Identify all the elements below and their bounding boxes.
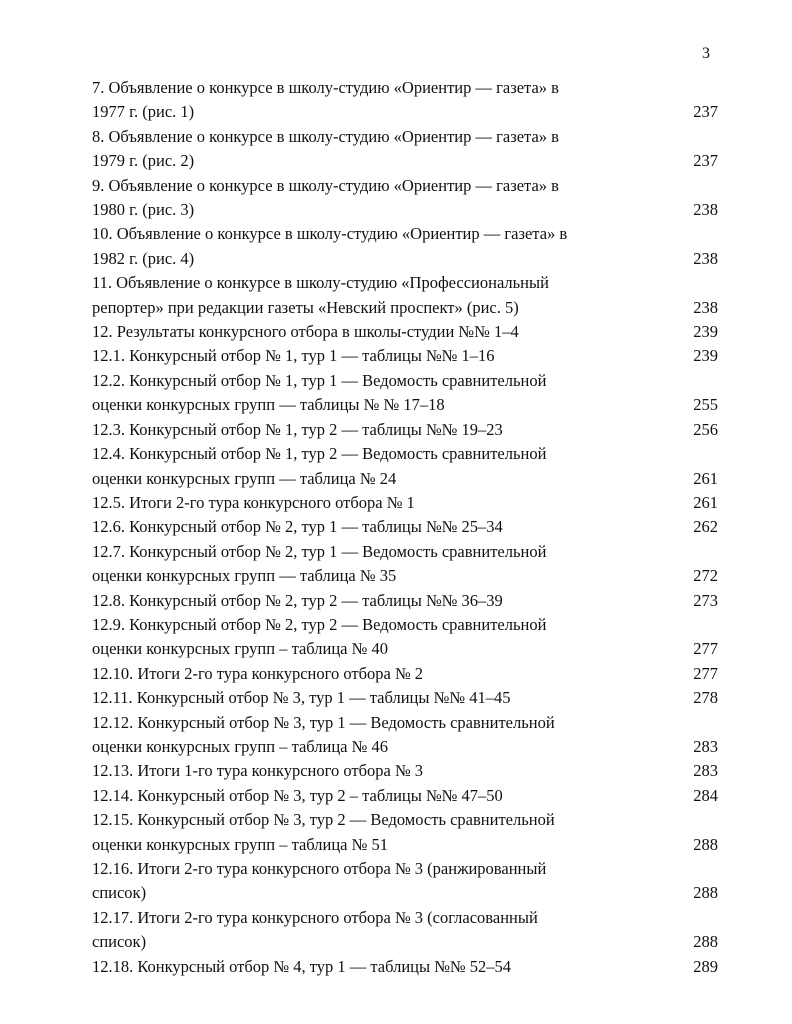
toc-entry-page-number: 288 <box>693 932 718 952</box>
toc-entry <box>92 808 718 857</box>
toc-entry <box>92 662 718 686</box>
toc-entry-title-line: 12.8. Конкурсный отбор № 2, тур 2 — таблицы №№ 36–39 <box>92 590 503 610</box>
toc-entry <box>92 125 718 174</box>
toc-entry-title-line: 12.9. Конкурсный отбор № 2, тур 2 — Ведомость сравнительной <box>92 614 547 634</box>
toc-entry <box>92 174 718 223</box>
toc-entry-title-line: оценки конкурсных групп – таблица № 40 <box>92 639 389 659</box>
toc-entry-title-line: 1980 г. (рис. 3) <box>92 200 195 220</box>
toc-entry <box>92 613 718 662</box>
toc-entry-title-line: оценки конкурсных групп — таблицы № № 17–18 <box>92 395 445 415</box>
toc-entry-title-line: 12.7. Конкурсный отбор № 2, тур 1 — Ведомость сравнительной <box>92 541 547 561</box>
toc-entry-page-number: 237 <box>693 102 718 122</box>
toc-entry <box>92 369 718 418</box>
toc-entry-page-number: 261 <box>693 468 718 488</box>
toc-entry <box>92 418 718 442</box>
toc-entry-page-number: 273 <box>693 590 718 610</box>
toc-entry <box>92 711 718 760</box>
toc-entry-title-line: 12.18. Конкурсный отбор № 4, тур 1 — таблицы №№ 52–54 <box>92 956 512 976</box>
toc-entry-page-number: 239 <box>693 346 718 366</box>
toc-entry-page-number: 284 <box>693 785 718 805</box>
toc-entry-page-number: 283 <box>693 761 718 781</box>
toc-entry-title-line: 7. Объявление о конкурсе в школу-студию «Ориентир — газета» в <box>92 78 559 97</box>
toc-entry-title-line: список) <box>92 932 147 952</box>
toc-entry-title-line: список) <box>92 883 147 903</box>
toc-entry-title-line: 11. Объявление о конкурсе в школу-студию «Профессиональный <box>92 273 549 293</box>
toc-entry <box>92 955 718 979</box>
toc-entry <box>92 759 718 783</box>
toc-entry-page-number: 261 <box>693 492 718 512</box>
toc-entry-page-number: 255 <box>693 395 718 415</box>
toc-entry-page-number: 238 <box>693 200 718 220</box>
toc-entry-title-line: 12.6. Конкурсный отбор № 2, тур 1 — таблицы №№ 25–34 <box>92 517 503 537</box>
toc-entry-title-line: 12.16. Итоги 2-го тура конкурсного отбора № 3 (ранжированный <box>92 859 547 878</box>
toc-entry-page-number: 288 <box>693 834 718 854</box>
toc-entry-title-line: 12.15. Конкурсный отбор № 3, тур 2 — Ведомость сравнительной <box>92 810 555 830</box>
toc-entry <box>92 784 718 808</box>
toc-entry-title-line: 12. Результаты конкурсного отбора в школы-студии №№ 1–4 <box>92 322 519 342</box>
toc-entry-title-line: 9. Объявление о конкурсе в школу-студию «Ориентир — газета» в <box>92 175 559 195</box>
toc-entry-title-line: 12.2. Конкурсный отбор № 1, тур 1 — Ведомость сравнительной <box>92 370 547 390</box>
toc-entry <box>92 589 718 613</box>
table-of-contents <box>92 76 718 979</box>
toc-entry <box>92 320 718 344</box>
toc-entry <box>92 76 718 125</box>
toc-entry-title-line: 12.13. Итоги 1-го тура конкурсного отбора № 3 <box>92 761 424 781</box>
toc-entry <box>92 515 718 539</box>
toc-entry-title-line: 12.3. Конкурсный отбор № 1, тур 2 — таблицы №№ 19–23 <box>92 419 503 439</box>
toc-entry-page-number: 278 <box>693 688 718 708</box>
toc-entry-title-line: 8. Объявление о конкурсе в школу-студию «Ориентир — газета» в <box>92 126 559 146</box>
toc-entry-page-number: 272 <box>693 566 718 586</box>
toc-entry-page-number: 289 <box>693 956 718 976</box>
toc-entry-title-line: 12.12. Конкурсный отбор № 3, тур 1 — Ведомость сравнительной <box>92 712 555 732</box>
toc-entry-page-number: 239 <box>693 322 718 342</box>
toc-entry-title-line: 1979 г. (рис. 2) <box>92 151 195 171</box>
toc-entry-page-number: 238 <box>693 297 718 317</box>
toc-entry <box>92 686 718 710</box>
page-number: 3 <box>702 45 710 62</box>
toc-entry-title-line: 12.11. Конкурсный отбор № 3, тур 1 — таблицы №№ 41–45 <box>92 688 511 708</box>
toc-entry-title-line: 12.1. Конкурсный отбор № 1, тур 1 — таблицы №№ 1–16 <box>92 346 495 366</box>
toc-entry-page-number: 256 <box>693 419 718 439</box>
toc-entry <box>92 222 718 271</box>
toc-entry <box>92 906 718 955</box>
toc-entry <box>92 271 718 320</box>
toc-entry <box>92 857 718 906</box>
toc-entry-title-line: 1982 г. (рис. 4) <box>92 248 195 268</box>
toc-entry <box>92 491 718 515</box>
toc-entry-page-number: 277 <box>693 663 718 683</box>
toc-entry-title-line: оценки конкурсных групп – таблица № 51 <box>92 834 389 854</box>
toc-entry-page-number: 238 <box>693 248 718 268</box>
toc-entry-title-line: оценки конкурсных групп — таблица № 24 <box>92 468 397 488</box>
toc-entry-title-line: оценки конкурсных групп – таблица № 46 <box>92 736 389 756</box>
toc-entry-title-line: 12.14. Конкурсный отбор № 3, тур 2 – таблицы №№ 47–50 <box>92 785 503 805</box>
toc-entry <box>92 344 718 368</box>
toc-entry <box>92 540 718 589</box>
toc-entry-title-line: 10. Объявление о конкурсе в школу-студию «Ориентир — газета» в <box>92 224 568 244</box>
toc-entry-page-number: 288 <box>693 883 718 903</box>
toc-entry-page-number: 262 <box>693 517 718 537</box>
toc-entry-title-line: 1977 г. (рис. 1) <box>92 102 195 122</box>
toc-entry-title-line: репортер» при редакции газеты «Невский проспект» (рис. 5) <box>92 297 519 317</box>
toc-entry-title-line: 12.10. Итоги 2-го тура конкурсного отбора № 2 <box>92 663 424 683</box>
toc-entry-page-number: 237 <box>693 151 718 171</box>
toc-entry-title-line: 12.17. Итоги 2-го тура конкурсного отбора № 3 (согласованный <box>92 907 538 927</box>
toc-entry-title-line: оценки конкурсных групп — таблица № 35 <box>92 566 397 586</box>
toc-entry-page-number: 277 <box>693 639 718 659</box>
toc-entry-title-line: 12.5. Итоги 2-го тура конкурсного отбора № 1 <box>92 492 415 512</box>
toc-entry-title-line: 12.4. Конкурсный отбор № 1, тур 2 — Ведомость сравнительной <box>92 444 547 464</box>
toc-entry-page-number: 283 <box>693 736 718 756</box>
toc-entry <box>92 442 718 491</box>
